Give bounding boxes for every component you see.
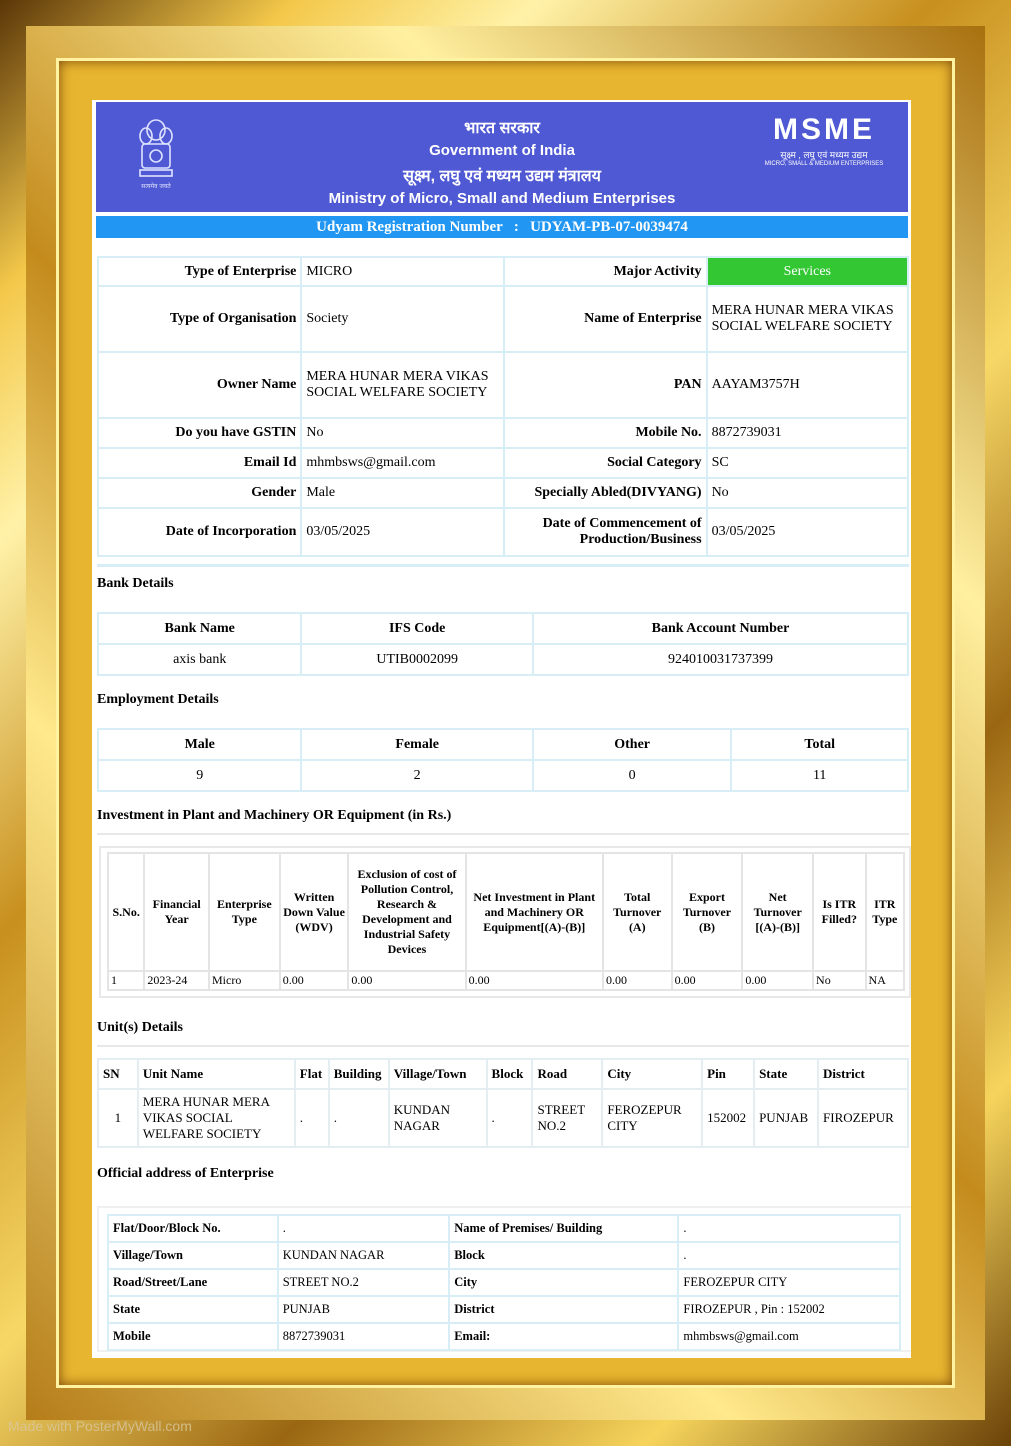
addr-label-block: Block <box>449 1242 678 1269</box>
investment-title: Investment in Plant and Machinery OR Equipment (in Rs.) <box>97 808 452 823</box>
inv-itr-filed: No <box>813 971 866 990</box>
inv-header-itr-type: ITR Type <box>866 853 904 971</box>
investment-section <box>99 846 911 998</box>
ministry-title: Ministry of Micro, Small and Medium Enterprises <box>328 190 676 207</box>
addr-flat: . <box>278 1215 450 1242</box>
udyam-certificate <box>92 100 911 1358</box>
bank-ifsc: UTIB0002099 <box>301 644 532 675</box>
unit-header-road: Road <box>532 1059 602 1089</box>
addr-road: STREET NO.2 <box>278 1269 450 1296</box>
bank-name: axis bank <box>98 644 301 675</box>
label-owner-name: Owner Name <box>98 352 301 418</box>
bank-account-number: 924010031737399 <box>533 644 908 675</box>
inv-exclusion: 0.00 <box>348 971 465 990</box>
official-address-table <box>107 1214 901 1351</box>
employment-other: 0 <box>533 760 732 791</box>
label-name-of-enterprise: Name of Enterprise <box>504 286 707 352</box>
label-gender: Gender <box>98 478 301 508</box>
value-owner-name: MERA HUNAR MERA VIKAS SOCIAL WELFARE SOCIETY <box>301 352 504 418</box>
employment-details-table <box>97 728 909 792</box>
watermark-text: Made with PosterMyWall.com <box>8 1418 192 1434</box>
employment-female: 2 <box>301 760 532 791</box>
unit-header-block: Block <box>487 1059 533 1089</box>
value-type-of-enterprise: MICRO <box>301 257 504 286</box>
unit-city: FEROZEPUR CITY <box>602 1089 702 1147</box>
label-date-of-incorporation: Date of Incorporation <box>98 508 301 556</box>
unit-pin: 152002 <box>702 1089 754 1147</box>
inv-header-sno: S.No. <box>108 853 144 971</box>
value-specially-abled: No <box>707 478 908 508</box>
hindi-government-title: भारत सरकार <box>464 120 540 137</box>
msme-logo-english: MICRO, SMALL & MEDIUM ENTERPRISES <box>764 161 884 167</box>
addr-mobile: 8872739031 <box>278 1323 450 1350</box>
employment-male: 9 <box>98 760 301 791</box>
official-address-section <box>97 1206 911 1352</box>
inv-net-investment: 0.00 <box>466 971 603 990</box>
certificate-header <box>96 102 908 212</box>
inv-itr-type: NA <box>866 971 904 990</box>
employment-header-other: Other <box>533 729 732 760</box>
divider <box>97 833 909 835</box>
addr-label-state: State <box>108 1296 278 1323</box>
bank-header-name: Bank Name <box>98 613 301 644</box>
value-gender: Male <box>301 478 504 508</box>
value-major-activity: Services <box>707 257 908 286</box>
value-date-of-commencement: 03/05/2025 <box>707 508 908 556</box>
inv-total-turnover: 0.00 <box>603 971 672 990</box>
unit-header-district: District <box>818 1059 908 1089</box>
value-name-of-enterprise: MERA HUNAR MERA VIKAS SOCIAL WELFARE SOCIETY <box>707 286 908 352</box>
employment-header-total: Total <box>731 729 908 760</box>
value-mobile: 8872739031 <box>707 418 908 448</box>
addr-label-flat: Flat/Door/Block No. <box>108 1215 278 1242</box>
addr-label-city: City <box>449 1269 678 1296</box>
inv-header-export-turnover: Export Turnover (B) <box>672 853 743 971</box>
employment-details-title: Employment Details <box>97 692 219 707</box>
inv-header-net-investment: Net Investment in Plant and Machinery OR Equipment[(A)-(B)] <box>466 853 603 971</box>
registration-separator: : <box>513 219 519 235</box>
unit-road: STREET NO.2 <box>532 1089 602 1147</box>
unit-header-name: Unit Name <box>138 1059 295 1089</box>
addr-label-mobile: Mobile <box>108 1323 278 1350</box>
inv-header-itr-filed: Is ITR Filled? <box>813 853 866 971</box>
enterprise-details-table <box>97 256 909 557</box>
unit-header-sn: SN <box>98 1059 138 1089</box>
divider <box>97 1045 909 1047</box>
svg-text:सत्यमेव जयते: सत्यमेव जयते <box>141 183 171 190</box>
registration-number-bar <box>96 216 908 238</box>
label-mobile: Mobile No. <box>504 418 707 448</box>
employment-header-male: Male <box>98 729 301 760</box>
bank-details-title: Bank Details <box>97 576 174 591</box>
unit-header-building: Building <box>329 1059 389 1089</box>
addr-city: FEROZEPUR CITY <box>678 1269 900 1296</box>
msme-logo-text: MSME <box>773 113 875 146</box>
label-specially-abled: Specially Abled(DIVYANG) <box>504 478 707 508</box>
label-social-category: Social Category <box>504 448 707 478</box>
official-address-title: Official address of Enterprise <box>97 1166 274 1181</box>
addr-label-village: Village/Town <box>108 1242 278 1269</box>
unit-details-title: Unit(s) Details <box>97 1020 183 1035</box>
unit-state: PUNJAB <box>754 1089 818 1147</box>
value-social-category: SC <box>707 448 908 478</box>
label-gstin: Do you have GSTIN <box>98 418 301 448</box>
unit-header-pin: Pin <box>702 1059 754 1089</box>
unit-header-village: Village/Town <box>389 1059 487 1089</box>
addr-village: KUNDAN NAGAR <box>278 1242 450 1269</box>
unit-details-table <box>97 1058 909 1148</box>
unit-village: KUNDAN NAGAR <box>389 1089 487 1147</box>
bank-header-account: Bank Account Number <box>533 613 908 644</box>
investment-table <box>107 852 905 991</box>
value-type-of-organisation: Society <box>301 286 504 352</box>
inv-year: 2023-24 <box>144 971 209 990</box>
unit-header-state: State <box>754 1059 818 1089</box>
unit-block: . <box>487 1089 533 1147</box>
addr-label-road: Road/Street/Lane <box>108 1269 278 1296</box>
label-type-of-organisation: Type of Organisation <box>98 286 301 352</box>
value-pan: AAYAM3757H <box>707 352 908 418</box>
msme-logo-hindi: सूक्ष्म , लघु एवं मध्यम उद्यम <box>780 150 868 160</box>
hindi-ministry-title: सूक्ष्म, लघु एवं मध्यम उद्यम मंत्रालय <box>403 168 601 185</box>
inv-header-wdv: Written Down Value (WDV) <box>280 853 349 971</box>
inv-export-turnover: 0.00 <box>672 971 743 990</box>
registration-label: Udyam Registration Number <box>316 219 503 235</box>
value-gstin: No <box>301 418 504 448</box>
msme-logo <box>764 114 884 167</box>
inv-header-total-turnover: Total Turnover (A) <box>603 853 672 971</box>
unit-flat: . <box>295 1089 329 1147</box>
label-major-activity: Major Activity <box>504 257 707 286</box>
employment-total: 11 <box>731 760 908 791</box>
label-date-of-commencement: Date of Commencement of Production/Business <box>504 508 707 556</box>
unit-sn: 1 <box>98 1089 138 1147</box>
addr-district: FIROZEPUR , Pin : 152002 <box>678 1296 900 1323</box>
addr-label-premises: Name of Premises/ Building <box>449 1215 678 1242</box>
addr-email: mhmbsws@gmail.com <box>678 1323 900 1350</box>
addr-premises: . <box>678 1215 900 1242</box>
inv-header-exclusion: Exclusion of cost of Pollution Control, Research & Development and Industrial Safety Devices <box>348 853 465 971</box>
addr-label-email: Email: <box>449 1323 678 1350</box>
inv-sno: 1 <box>108 971 144 990</box>
employment-header-female: Female <box>301 729 532 760</box>
unit-building: . <box>329 1089 389 1147</box>
value-email: mhmbsws@gmail.com <box>301 448 504 478</box>
value-date-of-incorporation: 03/05/2025 <box>301 508 504 556</box>
unit-name: MERA HUNAR MERA VIKAS SOCIAL WELFARE SOCIETY <box>138 1089 295 1147</box>
inv-header-net-turnover: Net Turnover [(A)-(B)] <box>742 853 813 971</box>
addr-label-district: District <box>449 1296 678 1323</box>
divider <box>97 564 909 567</box>
addr-state: PUNJAB <box>278 1296 450 1323</box>
bank-details-table <box>97 612 909 676</box>
government-title: Government of India <box>429 142 575 159</box>
label-email: Email Id <box>98 448 301 478</box>
addr-block: . <box>678 1242 900 1269</box>
inv-net-turnover: 0.00 <box>742 971 813 990</box>
bank-header-ifsc: IFS Code <box>301 613 532 644</box>
inv-type: Micro <box>209 971 280 990</box>
label-pan: PAN <box>504 352 707 418</box>
inv-header-year: Financial Year <box>144 853 209 971</box>
inv-header-type: Enterprise Type <box>209 853 280 971</box>
label-type-of-enterprise: Type of Enterprise <box>98 257 301 286</box>
unit-header-flat: Flat <box>295 1059 329 1089</box>
unit-header-city: City <box>602 1059 702 1089</box>
registration-number: UDYAM-PB-07-0039474 <box>530 219 688 235</box>
unit-district: FIROZEPUR <box>818 1089 908 1147</box>
inv-wdv: 0.00 <box>280 971 349 990</box>
